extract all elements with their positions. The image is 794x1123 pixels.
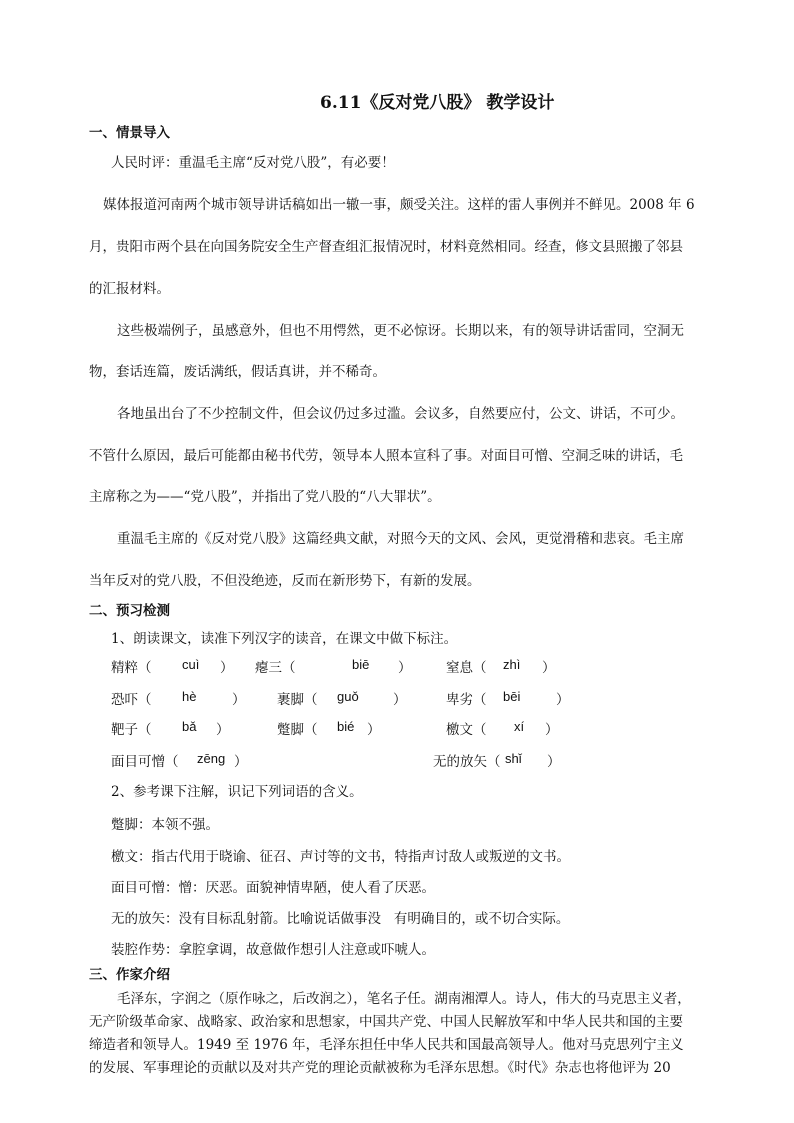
vocab-close: ）: [234, 754, 248, 770]
paragraph-line: 物，套话连篇，废话满纸，假话真讲，并不稀奇。: [89, 364, 386, 380]
paragraph-line: 媒体报道河南两个城市领导讲话稿如出一辙一事，颇受关注。这样的雷人事例并不鲜见。2008 年 6: [103, 197, 695, 213]
vocab-word: 面目可憎（: [111, 754, 179, 770]
vocab-pinyin: hè: [182, 689, 197, 704]
vocab-close: ）: [232, 692, 246, 708]
vocab-close: ）: [542, 660, 556, 676]
vocab-close: ）: [545, 722, 559, 738]
vocab-pinyin: bǎ: [182, 719, 197, 734]
question-1: 1、朗读课文，读准下列汉字的读音，在课文中做下标注。: [111, 631, 458, 647]
paragraph-line: 这些极端例子，虽感意外，但也不用愕然，更不必惊讶。长期以来，有的领导讲话雷同，空洞无: [117, 323, 684, 339]
vocab-word: 瘪三（: [255, 660, 296, 676]
vocab-close: ）: [220, 660, 234, 676]
definition-item: 檄文：指古代用于晓谕、征召、声讨等的文书，特指声讨敌人或叛逆的文书。: [111, 849, 570, 865]
paragraph-line: 的发展、军事理论的贡献以及对共产党的理论贡献被称为毛泽东思想。《时代》杂志也将他评为 20: [89, 1060, 671, 1076]
paragraph-line: 各地虽出台了不少控制文件，但会议仍过多过滥。会议多，自然要应付，公文、讲话，不可少。: [117, 406, 684, 422]
section-heading-intro: 一、情景导入: [89, 125, 170, 141]
vocab-pinyin: zēng: [197, 751, 226, 766]
vocab-pinyin: bēi: [503, 689, 521, 704]
definition-item: 装腔作势：拿腔拿调，故意做作想引人注意或吓唬人。: [111, 942, 435, 958]
vocab-close: ）: [398, 660, 412, 676]
vocab-word: 檄文（: [446, 722, 487, 738]
definition-item: 无的放矢：没有目标乱射箭。比喻说话做事没 有明确目的，或不切合实际。: [111, 911, 570, 927]
paragraph-line: 人民时评：重温毛主席“反对党八股”，有必要！: [111, 155, 395, 171]
vocab-word: 裹脚（: [277, 692, 318, 708]
paragraph-line: 当年反对的党八股，不但没绝迹，反而在新形势下，有新的发展。: [89, 573, 481, 589]
vocab-close: ）: [367, 722, 381, 738]
section-heading-preview: 二、预习检测: [89, 603, 170, 619]
paragraph-line: 毛泽东，字润之（原作咏之，后改润之），笔名子任。湖南湘潭人。诗人，伟大的马克思主义者，: [117, 991, 691, 1007]
vocab-pinyin: zhì: [503, 657, 521, 672]
question-2: 2、参考课下注解，识记下列词语的含义。: [111, 784, 363, 800]
vocab-word: 靶子（: [111, 722, 152, 738]
vocab-pinyin: cuì: [182, 657, 200, 672]
page-title: 6.11《反对党八股》 教学设计: [320, 93, 555, 113]
section-heading-author: 三、作家介绍: [89, 967, 170, 983]
vocab-close: ）: [556, 692, 570, 708]
vocab-word: 卑劣（: [446, 692, 487, 708]
definition-item: 面目可憎：憎：厌恶。面貌神情卑陋，使人看了厌恶。: [111, 880, 435, 896]
vocab-pinyin: biē: [352, 657, 370, 672]
vocab-pinyin: bié: [337, 719, 355, 734]
paragraph-line: 的汇报材料。: [89, 281, 170, 297]
paragraph-line: 不管什么原因，最后可能都由秘书代劳，领导本人照本宣科了事。对面目可憎、空洞乏味的讲话，毛: [89, 448, 683, 464]
paragraph-line: 重温毛主席的《反对党八股》这篇经典文献，对照今天的文风、会风，更觉滑稽和悲哀。毛主席: [117, 531, 684, 547]
paragraph-line: 缔造者和领导人。1949 至 1976 年，毛泽东担任中华人民共和国最高领导人。他对马克思列宁主义: [89, 1037, 684, 1053]
vocab-pinyin: shǐ: [505, 751, 522, 766]
vocab-pinyin: xí: [514, 719, 525, 734]
vocab-word: 蹩脚（: [277, 722, 318, 738]
vocab-word: 恐吓（: [111, 692, 152, 708]
paragraph-line: 主席称之为——“党八股”，并指出了党八股的“八大罪状”。: [89, 489, 441, 505]
vocab-pinyin: guǒ: [337, 689, 359, 704]
vocab-close: ）: [547, 754, 561, 770]
paragraph-line: 无产阶级革命家、战略家、政治家和思想家，中国共产党、中国人民解放军和中华人民共和国的主要: [89, 1014, 683, 1030]
definition-item: 蹩脚：本领不强。: [111, 817, 219, 833]
vocab-close: ）: [393, 692, 407, 708]
vocab-close: ）: [216, 722, 230, 738]
vocab-word: 无的放矢（: [433, 754, 501, 770]
paragraph-line: 月，贵阳市两个县在向国务院安全生产督查组汇报情况时，材料竟然相同。经查，修文县照搬了邻县: [89, 239, 683, 255]
vocab-word: 精粹（: [111, 660, 152, 676]
vocab-word: 窒息（: [446, 660, 487, 676]
